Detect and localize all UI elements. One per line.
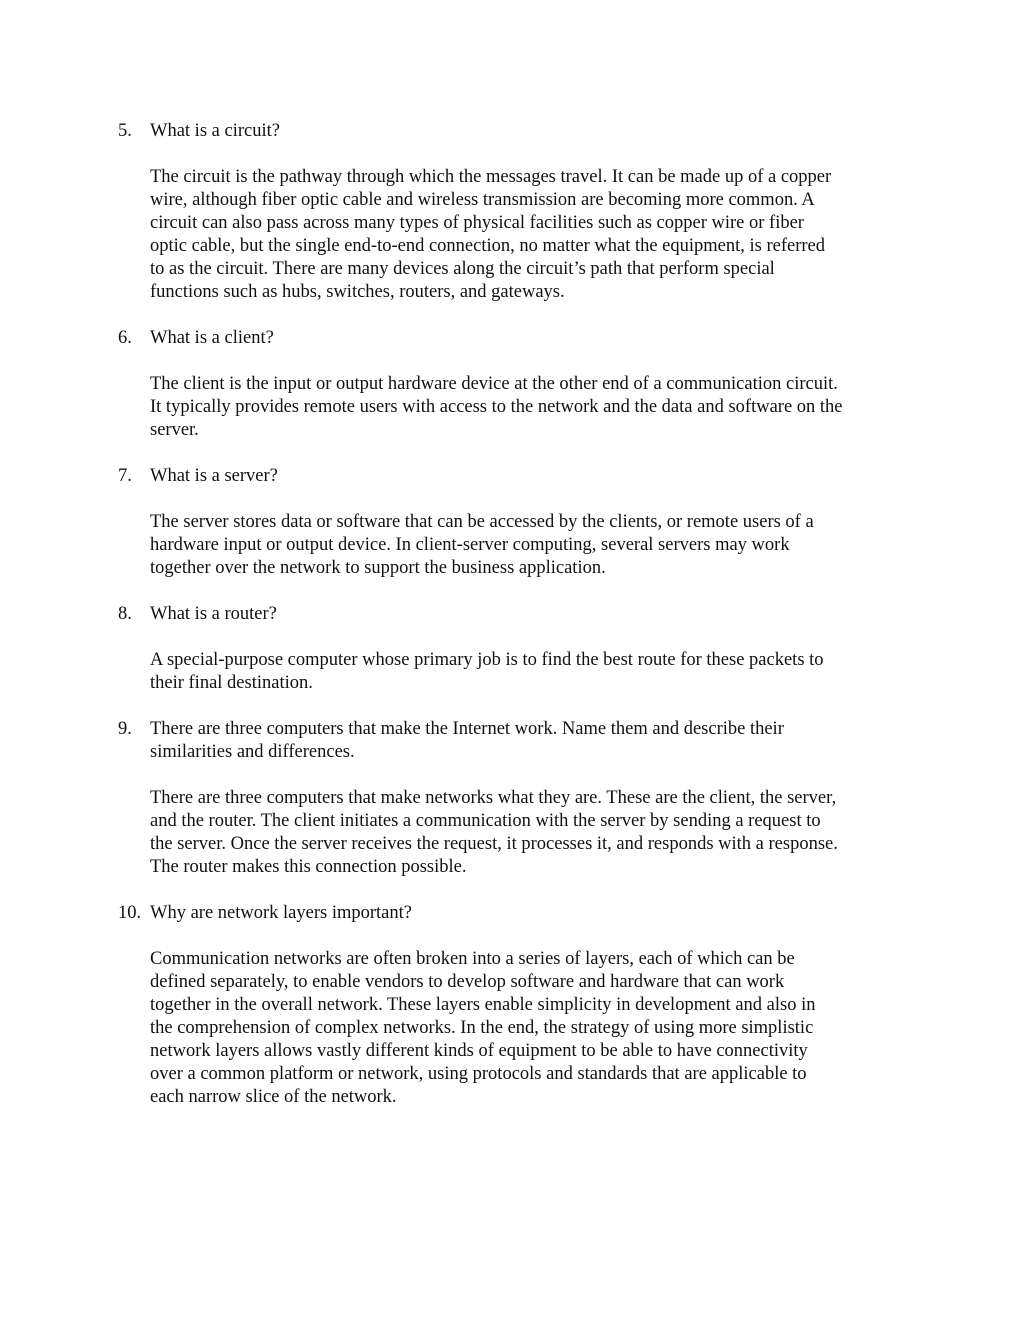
question-number: 5.	[118, 121, 132, 141]
question	[118, 120, 908, 143]
question-text: There are three computers that make the Internet work. Name them and describe their similarities and differences.	[150, 719, 784, 762]
question-text: Why are network layers important?	[150, 903, 412, 923]
question-text: What is a server?	[150, 466, 278, 486]
question-number: 6.	[118, 328, 132, 348]
qa-item-9	[118, 718, 908, 879]
question-number: 7.	[118, 466, 132, 486]
question-text: What is a client?	[150, 328, 274, 348]
qa-item-10	[118, 902, 908, 1109]
answer-text: A special-purpose computer whose primary job is to find the best route for these packets to their final destination.	[150, 650, 824, 693]
answer-text: There are three computers that make networks what they are. These are the client, the server, and the router. The client initiates a communication with the server by sending a request to the server. Once the server receives the request, it processes it, and responds with a response. The router makes this connection possible.	[150, 788, 838, 877]
qa-item-6	[118, 327, 908, 442]
question-number: 8.	[118, 604, 132, 624]
question-number: 9.	[118, 719, 132, 739]
question-text: What is a router?	[150, 604, 277, 624]
qa-item-8	[118, 603, 908, 695]
qa-item-7	[118, 465, 908, 580]
question	[118, 465, 908, 488]
question-number: 10.	[118, 903, 142, 923]
answer-text: The server stores data or software that can be accessed by the clients, or remote users of a hardware input or output device. In client-server computing, several servers may work together over the network to support the business application.	[150, 512, 814, 578]
answer-text: Communication networks are often broken into a series of layers, each of which can be defined separately, to enable vendors to develop software and hardware that can work together in the overall network. These layers enable simplicity in development and also in the comprehension of complex networks. In the end, the strategy of using more simplistic network layers allows vastly different kinds of equipment to be able to have connectivity over a common platform or network, using protocols and standards that are applicable to each narrow slice of the network.	[150, 949, 816, 1107]
answer-text: The circuit is the pathway through which the messages travel. It can be made up of a copper wire, although fiber optic cable and wireless transmission are becoming more common. A circuit can also pass across many types of physical facilities such as copper wire or fiber optic cable, but the single end-to-end connection, no matter what the equipment, is referred to as the circuit. There are many devices along the circuit’s path that perform special functions such as hubs, switches, routers, and gateways.	[150, 167, 832, 302]
question	[118, 327, 908, 350]
question	[118, 603, 908, 626]
qa-item-5	[118, 120, 908, 304]
answer-text: The client is the input or output hardware device at the other end of a communication circuit. It typically provides remote users with access to the network and the data and software on the server.	[150, 374, 843, 440]
question	[118, 902, 908, 925]
question	[118, 718, 908, 764]
question-text: What is a circuit?	[150, 121, 280, 141]
